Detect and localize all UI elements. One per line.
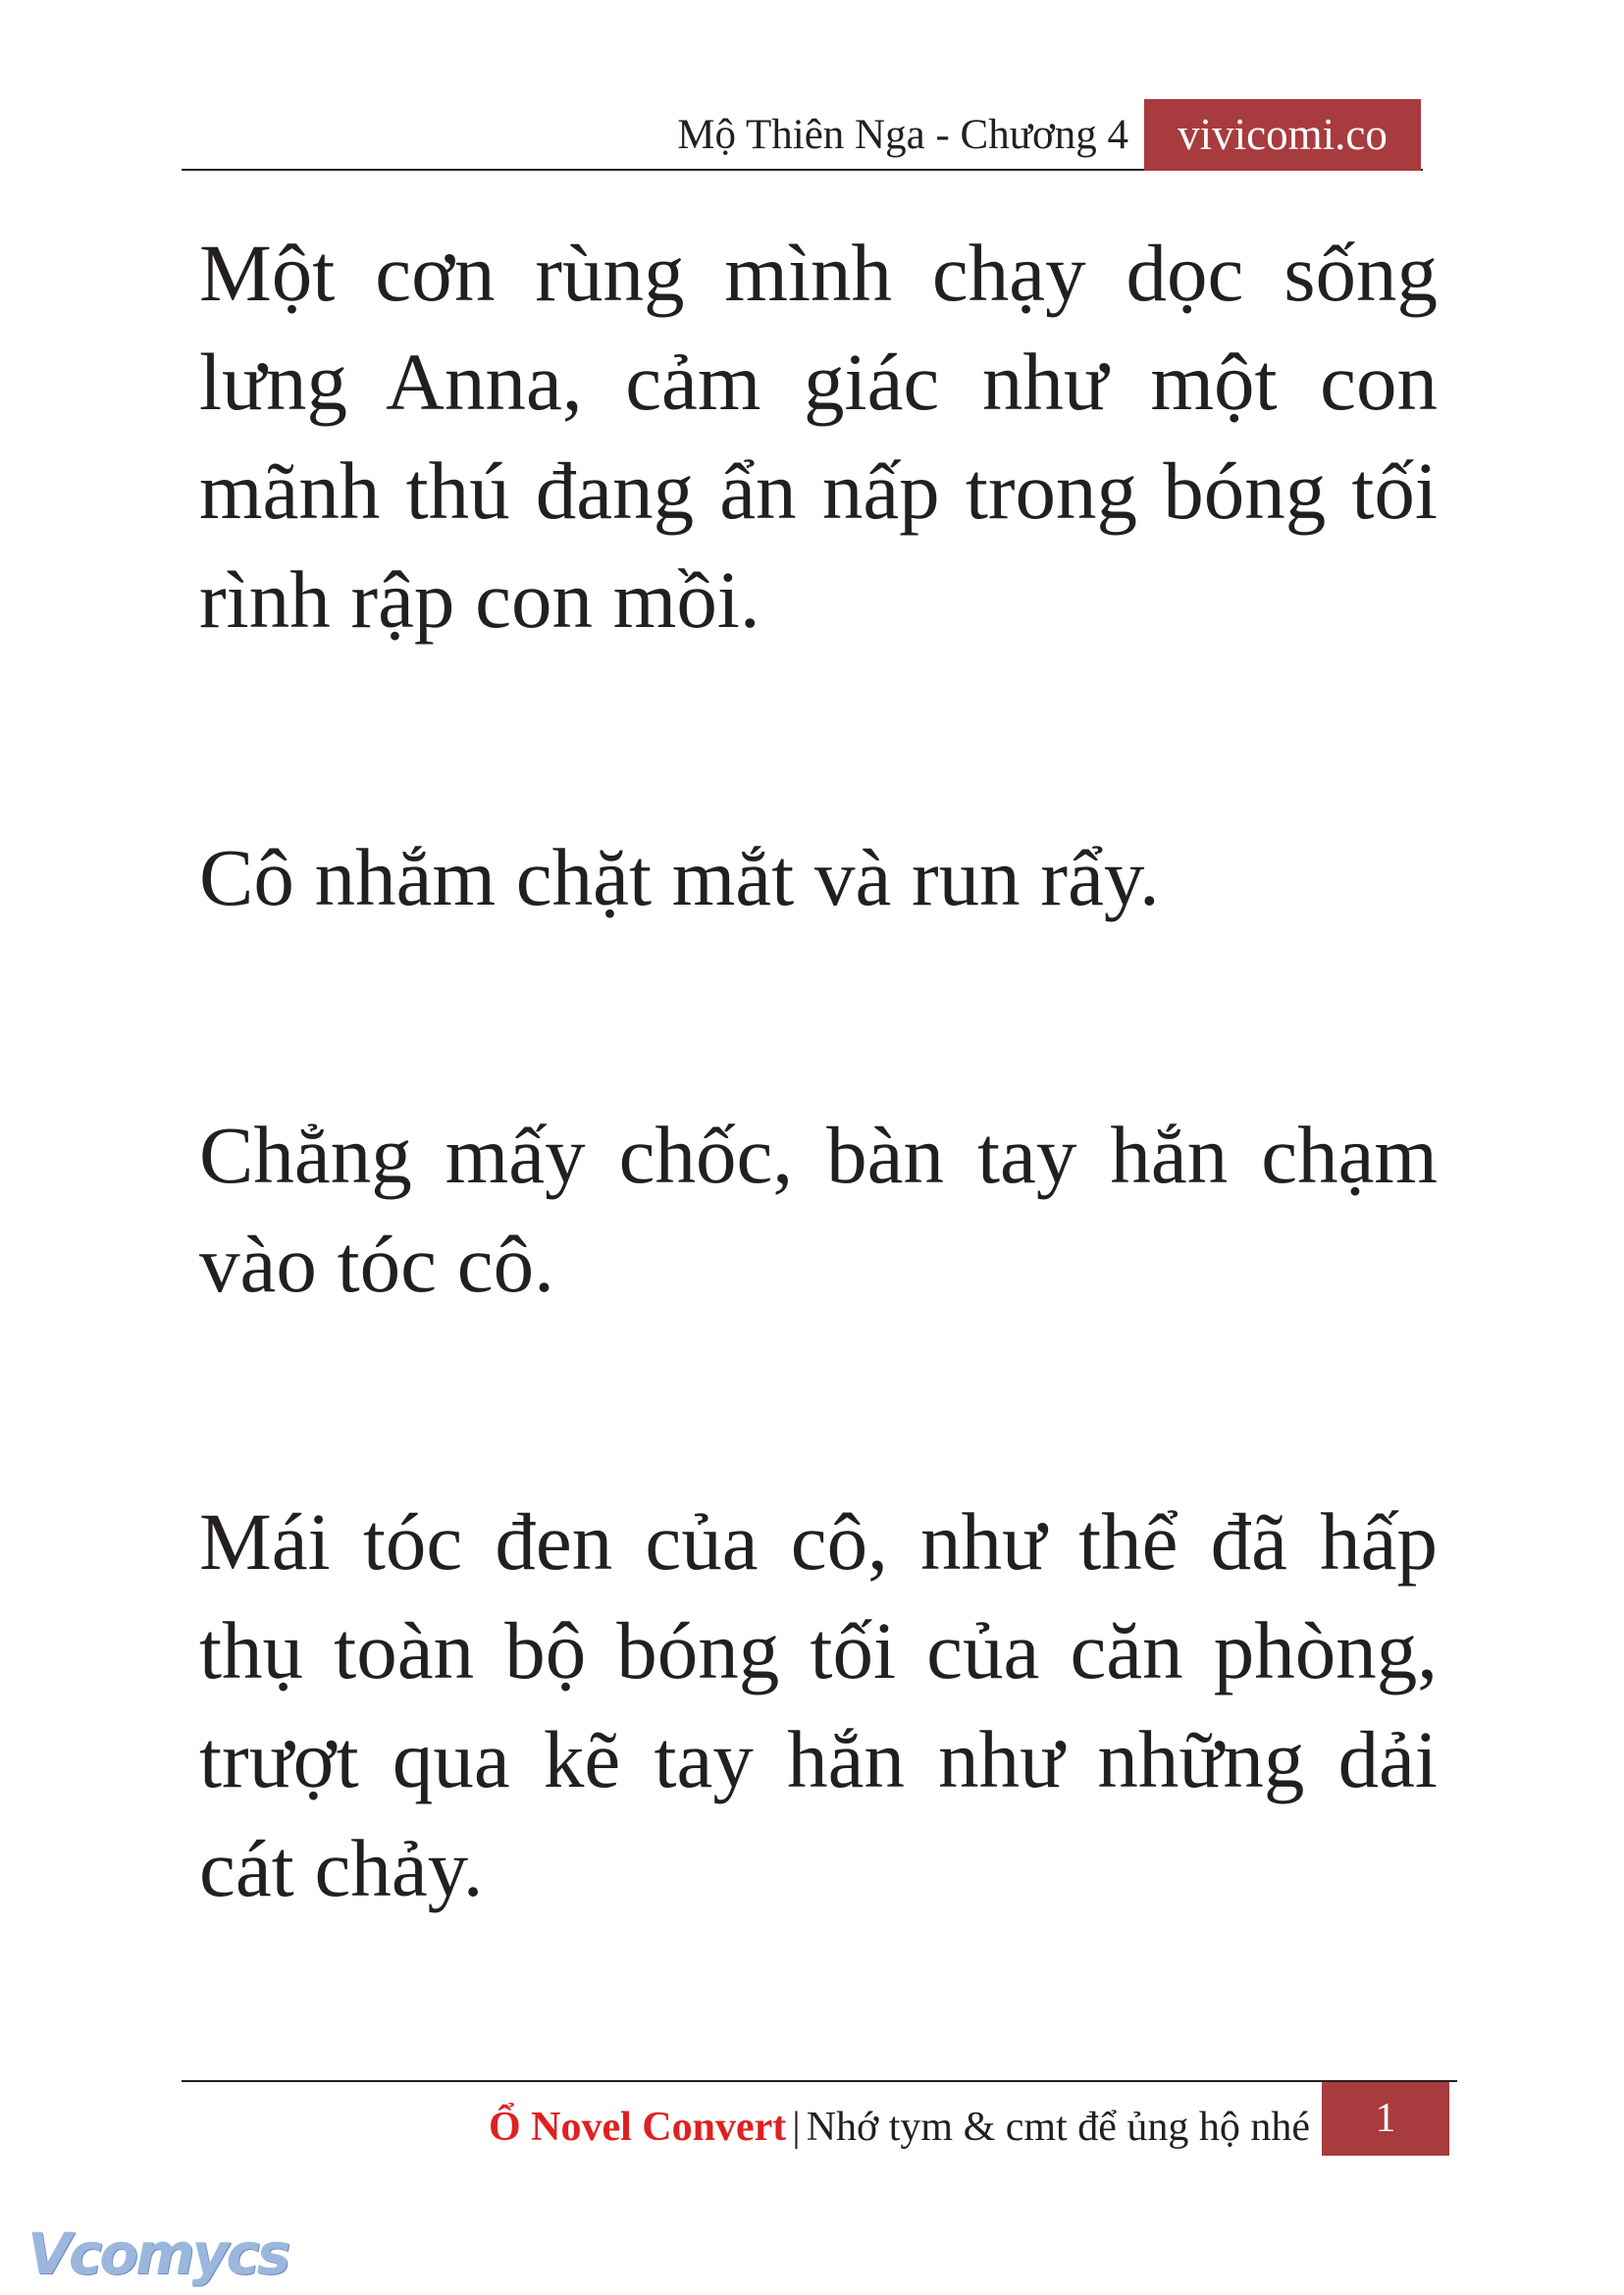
- footer-message: Nhớ tym & cmt để ủng hộ nhé: [806, 2105, 1310, 2150]
- footer-divider: [182, 2080, 1457, 2082]
- paragraph: Một cơn rùng mình chạy dọc sống lưng Anna, cảm giác như một con mãnh thú đang ẩn nấp trong bóng tối rình rập con mồi.: [199, 228, 1438, 645]
- page-header: [0, 0, 1624, 177]
- chapter-title: Mộ Thiên Nga - Chương 4: [677, 112, 1128, 158]
- paragraph: Cô nhắm chặt mắt và run rẩy.: [199, 832, 1160, 922]
- page-number: 1: [1322, 2082, 1449, 2156]
- paragraph: Chẳng mấy chốc, bàn tay hắn chạm vào tóc cô.: [199, 1110, 1438, 1309]
- footer-separator: |: [792, 2105, 801, 2150]
- site-badge[interactable]: vivicomi.co: [1144, 99, 1421, 171]
- footer-line: [489, 2092, 1310, 2163]
- paragraph: Mái tóc đen của cô, như thể đã hấp thụ toàn bộ bóng tối của căn phòng, trượt qua kẽ tay hắn như những dải cát chảy.: [199, 1496, 1438, 1913]
- watermark-logo: Vcomycs: [27, 2220, 288, 2287]
- footer-brand[interactable]: Ổ Novel Convert: [488, 2105, 787, 2150]
- page-footer: [0, 2070, 1624, 2178]
- chapter-content: [199, 219, 1438, 1923]
